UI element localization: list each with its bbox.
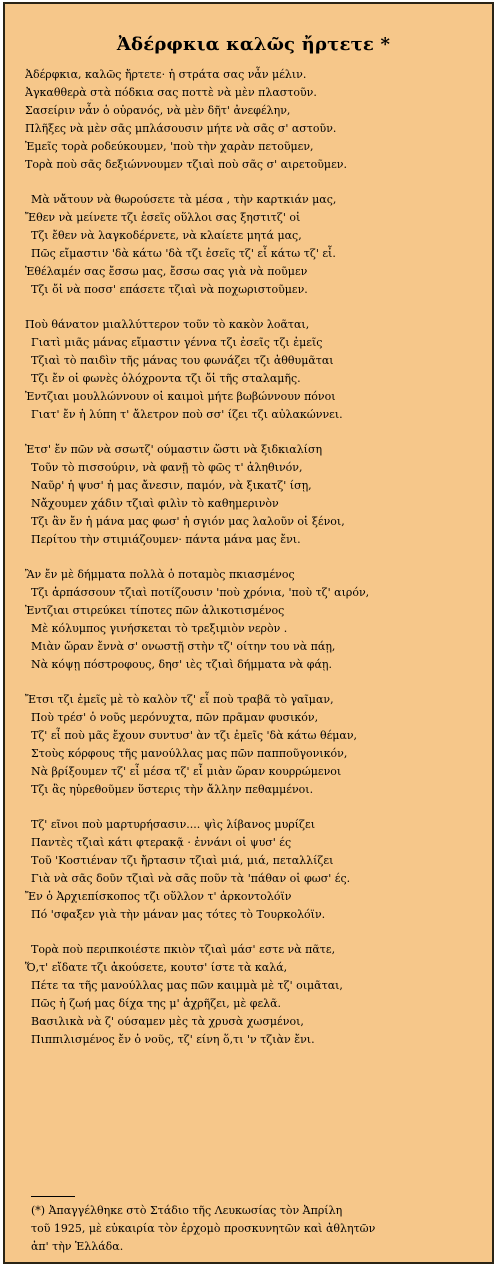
verse-line: Ἐντζιαι στιρεύκει τίποτες πῶν ἁλικοτισμένος	[25, 604, 285, 617]
verse-line: Τζ' εῖνοι ποὺ μαρτυρήσασιν.... ψὶς λίβανος μυρίζει	[31, 818, 316, 831]
document-page	[3, 2, 494, 1264]
verse-line: Μιὰν ὥραν ἔννὰ σ' ονωστῇ στὴν τζ' οίτην του νὰ πάῃ,	[31, 640, 336, 653]
verse-line: Νὰ κόψῃ πόστροφους, δησ' ιὲς τζιαὶ δήμματα νὰ φάῃ.	[31, 658, 332, 671]
verse-line: Σασείριν νἆν ὁ οὐρανός, νὰ μὲν δῆτ' ἀνεφέλην,	[25, 104, 291, 117]
stanza-6	[25, 691, 482, 799]
verse-line: Ἐτσ' ἔν πῶν νὰ σσωτζ' ούμαστιν ὥστι νὰ ξιδκιαλίση	[25, 443, 323, 456]
verse-line: Ἐντζιαι μουλλώννουν οἱ καιμοὶ μήτε βωβώννουν πόνοι	[25, 390, 336, 403]
verse-line: Ναῦρ' ἡ ψυσ' ἡ μας ἄνεσιν, παμόν, νὰ ξικατζ' ίσῃ,	[31, 479, 312, 492]
footnote-line: (*) Ἀπαγγέλθηκε στὸ Στάδιο τῆς Λευκωσίας τὸν Ἀπρίλη	[31, 1204, 343, 1217]
stanza-5	[25, 566, 482, 674]
verse-line: Γιὰ νὰ σᾶς δοῦν τζιαὶ νὰ σᾶς ποῦν τὰ 'πάθαν οἱ φωσ' ές.	[31, 872, 351, 885]
footnote-line: τοῦ 1925, μὲ εὐκαιρία τὸν ἐρχομὸ προσκυνητῶν καὶ ἀθλητῶν	[31, 1222, 376, 1235]
verse-line: Ὅ,τ' εἴδατε τζι ἀκούσετε, κουτσ' ίστε τὰ καλά,	[25, 961, 288, 974]
verse-line: Γιατ' ἔν ἡ λύπη τ' ἄλετρον ποὺ σσ' ίζει τζι αὐλακώννει.	[31, 408, 343, 421]
verse-line: Ποὺ τρέσ' ὁ νοῦς μερόνυχτα, πῶν πρᾶμαν φυσικόν,	[31, 711, 319, 724]
stanza-1	[25, 66, 482, 174]
verse-line: Γιατὶ μιᾶς μάνας εἴμαστιν γέννα τζι ἐσεῖς τζι ἐμεῖς	[31, 336, 323, 349]
stanza-8	[25, 941, 482, 1049]
verse-line: Τζι ἔθεν νὰ λαγκοδέρνετε, νὰ κλαίετε μητά μας,	[31, 229, 302, 242]
verse-line: Τοῦ 'Κοστιέναν τζι ἤρτασιν τζιαὶ μιά, μιά, πεταλλίζει	[31, 854, 334, 867]
verse-line: Τζι ἂν ἔν ἡ μάνα μας φωσ' ἡ σγιόν μας λαλοῦν οἱ ξένοι,	[31, 515, 345, 528]
verse-line: Τζι ἂς ηὑρεθοῦμεν ὕστερις τὴν ἄλλην πεθαμμένοι.	[31, 783, 314, 796]
verse-line: Ἔν ὁ Ἀρχιεπίσκοπος τζι οὕλλον τ' ἀρκοντολόϊν	[25, 890, 292, 903]
verse-line: Ἔθεν νὰ μείνετε τζι ἐσεῖς οὕλλοι σας ξηστιτζ' οἰ	[25, 211, 301, 224]
poem-body	[25, 66, 482, 1066]
verse-line: Τζι ἔν οἱ φωνὲς ὀλόχροντα τζι ὄἰ τῆς σταλαμῆς.	[31, 372, 301, 385]
verse-line: Περίτου τὴν στιμιάζουμεν· πάντα μάνα μας ἔνι.	[31, 533, 301, 546]
verse-line: Νἄχουμεν χάδιν τζιαὶ φιλὶν τὸ καθημερινὸν	[31, 497, 279, 510]
verse-line: Τζιαὶ τὸ παιδὶν τῆς μάνας του φωνάζει τζι ἀθθυμᾶται	[31, 354, 334, 367]
verse-line: Πλῆξες νὰ μὲν σᾶς μπλάσουσιν μήτε νὰ σᾶς σ' αστοῦν.	[25, 122, 337, 135]
verse-line: Ἂν ἔν μὲ δήμματα πολλὰ ὁ ποταμὸς πκιασμένος	[25, 568, 295, 581]
stanza-2	[25, 191, 482, 299]
verse-line: Τζ' εἶ ποὺ μᾶς ἔχουν συντυσ' ὰν τζι ἐμεῖς 'δὰ κάτω θέμαν,	[31, 729, 358, 742]
footnote-divider	[31, 1196, 75, 1197]
verse-line: Νὰ βρίξουμεν τζ' εἶ μέσα τζ' εἶ μιὰν ὥραν κουρρώμενοι	[31, 765, 342, 778]
footnote	[31, 1202, 480, 1256]
verse-line: Ἔτσι τζι ἐμεῖς μὲ τὸ καλὸν τζ' εἶ ποὺ τραβᾶ τὸ γαῖμαν,	[25, 693, 334, 706]
verse-line: Τζι ὄἰ νὰ ποσσ' επάσετε τζιαὶ νὰ ποχωριστοῦμεν.	[31, 283, 308, 296]
verse-line: Ἀγκαθθερὰ στὰ πόδκια σας ποττὲ νὰ μὲν πλαστοῦν.	[25, 86, 317, 99]
verse-line: Πιππιλισμένος ἔν ὁ νοῦς, τζ' είνη ὅ,τι 'ν τζιὰν ἔνι.	[31, 1033, 315, 1046]
stanza-7	[25, 816, 482, 924]
verse-line: Βασιλικὰ νὰ ζ' ούσαμεν μὲς τὰ χρυσὰ χωσμένοι,	[31, 1015, 304, 1028]
verse-line: Πῶς ἡ ζωή μας δίχα της μ' ἀχρῆζει, μὲ φελᾶ.	[31, 997, 282, 1010]
stanza-3	[25, 316, 482, 424]
verse-line: Στοὺς κόρφους τῆς μανούλλας μας πῶν παπποῦγονικόν,	[31, 747, 348, 760]
verse-line: Μὲ κόλυμπος γινήσκεται τὸ τρεξιμιὸν νερὸν .	[31, 622, 288, 635]
stanza-4	[25, 441, 482, 549]
verse-line: Ἀδέρφκια, καλῶς ἤρτετε· ἡ στράτα σας νἆν μέλιν.	[25, 68, 307, 81]
verse-line: Παντὲς τζιαὶ κάτι φτερακᾷ · ἐννάνι οἱ ψυσ' ές	[31, 836, 292, 849]
verse-line: Ἐμεῖς τορὰ ροδεύκουμεν, 'ποὺ τὴν χαρὰν πετοῦμεν,	[25, 140, 314, 153]
verse-line: Ποὺ θάνατον μιαλλύττερον τοῦν τὸ κακὸν λοᾶται,	[25, 318, 310, 331]
verse-line: Τορὰ ποὺ σᾶς δεξιώννουμεν τζιαὶ ποὺ σᾶς σ' αιρετοῦμεν.	[25, 158, 347, 171]
verse-line: Ἐθέλαμέν σας ἔσσω μας, ἔσσω σας γιὰ νὰ ποῦμεν	[25, 265, 308, 278]
footnote-line: ἀπ' τὴν Ἑλλάδα.	[31, 1240, 124, 1253]
verse-line: Τοῦν τὸ πισσούριν, νὰ φανῇ τὸ φῶς τ' ἀληθινόν,	[31, 461, 303, 474]
verse-line: Μὰ νἄτουν νὰ θωρούσετε τὰ μέσα , τὴν καρτκιάν μας,	[31, 193, 337, 206]
verse-line: Τζι ἁρπάσσουν τζιαὶ ποτίζουσιν 'ποὺ χρόνια, 'ποὺ τζ' αιρόν,	[31, 586, 370, 599]
verse-line: Τορὰ ποὺ περιπκοιέστε πκιὸν τζιαὶ μάσ' εστε νὰ πᾶτε,	[31, 943, 336, 956]
verse-line: Πό 'σφαξεν γιὰ τὴν μάναν μας τότες τὸ Τουρκολόϊν.	[31, 908, 326, 921]
verse-line: Πέτε τα τῆς μανούλλας μας πῶν καιμμὰ μὲ τζ' οιμᾶται,	[31, 979, 343, 992]
verse-line: Πῶς εἴμαστιν 'δὰ κάτω 'δὰ τζι ἐσεῖς τζ' εἶ κάτω τζ' εἶ.	[31, 247, 336, 260]
poem-title: Ἀδέρφκια καλῶς ἤρτετε *	[116, 34, 391, 55]
